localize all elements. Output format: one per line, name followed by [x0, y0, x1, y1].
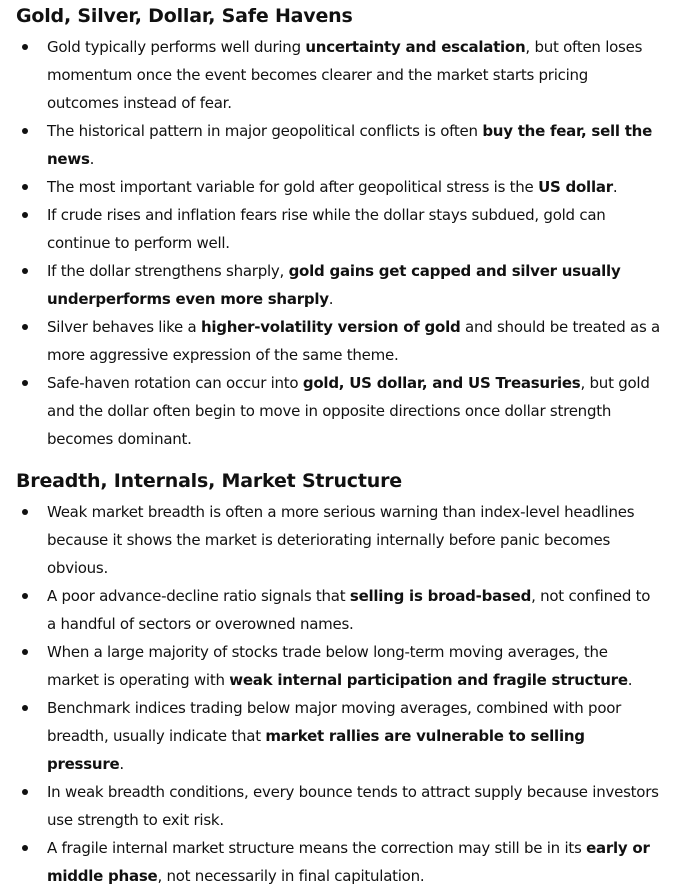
bold-text: weak internal participation and fragile structure — [229, 671, 628, 689]
bullet-dot-icon — [22, 128, 28, 134]
bold-text: buy the fear, sell the news — [47, 122, 653, 168]
bullet-text: Gold typically performs well during — [47, 38, 306, 56]
bullet-item — [16, 582, 662, 638]
bullet-text: If crude rises and inflation fears rise while the dollar stays subdued, gold can continue to perform well. — [47, 206, 606, 252]
bullet-dot-icon — [22, 268, 28, 274]
bullet-dot-icon — [22, 44, 28, 50]
bullet-dot-icon — [22, 212, 28, 218]
bullet-text: Silver behaves like a — [47, 318, 201, 336]
bullet-item — [16, 694, 662, 778]
bullet-item — [16, 173, 662, 201]
bullet-dot-icon — [22, 324, 28, 330]
bullet-item — [16, 369, 662, 453]
bullet-text: , not confined to a handful of sectors or overowned names. — [47, 587, 651, 633]
bullet-item — [16, 498, 662, 582]
bullet-text: . — [89, 150, 95, 168]
bold-text: gold gains get capped and silver usually underperforms even more sharply — [47, 262, 621, 308]
bullet-list-breadth — [16, 498, 662, 890]
bullet-dot-icon — [22, 705, 28, 711]
bold-text: market rallies are vulnerable to selling pressure — [47, 727, 585, 773]
bullet-text: . — [328, 290, 334, 308]
bullet-text: , not necessarily in final capitulation. — [157, 867, 425, 885]
bullet-dot-icon — [22, 380, 28, 386]
bullet-text: The most important variable for gold after geopolitical stress is the — [47, 178, 539, 196]
bullet-text: If the dollar strengthens sharply, — [47, 262, 289, 280]
bullet-item — [16, 33, 662, 117]
bullet-text: In weak breadth conditions, every bounce tends to attract supply because investors use strength to exit risk. — [47, 783, 659, 829]
bullet-item — [16, 638, 662, 694]
bullet-text: A fragile internal market structure means the correction may still be in its — [47, 839, 587, 857]
bold-text: uncertainty and escalation — [305, 38, 526, 56]
bullet-text: . — [119, 755, 124, 773]
bullet-text: Weak market breadth is often a more serious warning than index-level headlines because it shows the market is deteriorating internally before panic becomes obvious. — [47, 503, 635, 577]
bullet-dot-icon — [22, 509, 28, 515]
bullet-dot-icon — [22, 184, 28, 190]
bullet-dot-icon — [22, 593, 28, 599]
section-title-breadth: Breadth, Internals, Market Structure — [16, 470, 402, 492]
bold-text: selling is broad-based — [349, 587, 532, 605]
bullet-text: . — [627, 671, 633, 689]
bullet-text: Benchmark indices trading below major moving averages, combined with poor breadth, usually indicate that — [47, 699, 622, 745]
bullet-item — [16, 257, 662, 313]
bullet-text: . — [612, 178, 618, 196]
bullet-text: , but often loses momentum once the event becomes clearer and the market starts pricing outcomes instead of fear. — [47, 38, 643, 112]
bullet-dot-icon — [22, 649, 28, 655]
bold-text: higher-volatility version of gold — [200, 318, 461, 336]
bullet-item — [16, 778, 662, 834]
bullet-item — [16, 117, 662, 173]
bullet-text: When a large majority of stocks trade below long-term moving averages, the market is operating with — [47, 643, 608, 689]
bullet-dot-icon — [22, 845, 28, 851]
bold-text: US dollar — [538, 178, 613, 196]
bullet-text: and should be treated as a more aggressive expression of the same theme. — [47, 318, 660, 364]
bullet-text: Safe-haven rotation can occur into — [47, 374, 303, 392]
bullet-text: The historical pattern in major geopolitical conflicts is often — [47, 122, 483, 140]
bullet-item — [16, 201, 662, 257]
bullet-text: , but gold and the dollar often begin to move in opposite directions once dollar strength becomes dominant. — [47, 374, 650, 448]
bullet-dot-icon — [22, 789, 28, 795]
bullet-text: A poor advance-decline ratio signals that — [47, 587, 350, 605]
bullet-item — [16, 313, 662, 369]
bold-text: early or middle phase — [47, 839, 650, 885]
section-title-gold-silver: Gold, Silver, Dollar, Safe Havens — [16, 5, 353, 27]
bold-text: gold, US dollar, and US Treasuries — [302, 374, 581, 392]
bullet-item — [16, 834, 662, 890]
bullet-list-gold-silver — [16, 33, 662, 453]
